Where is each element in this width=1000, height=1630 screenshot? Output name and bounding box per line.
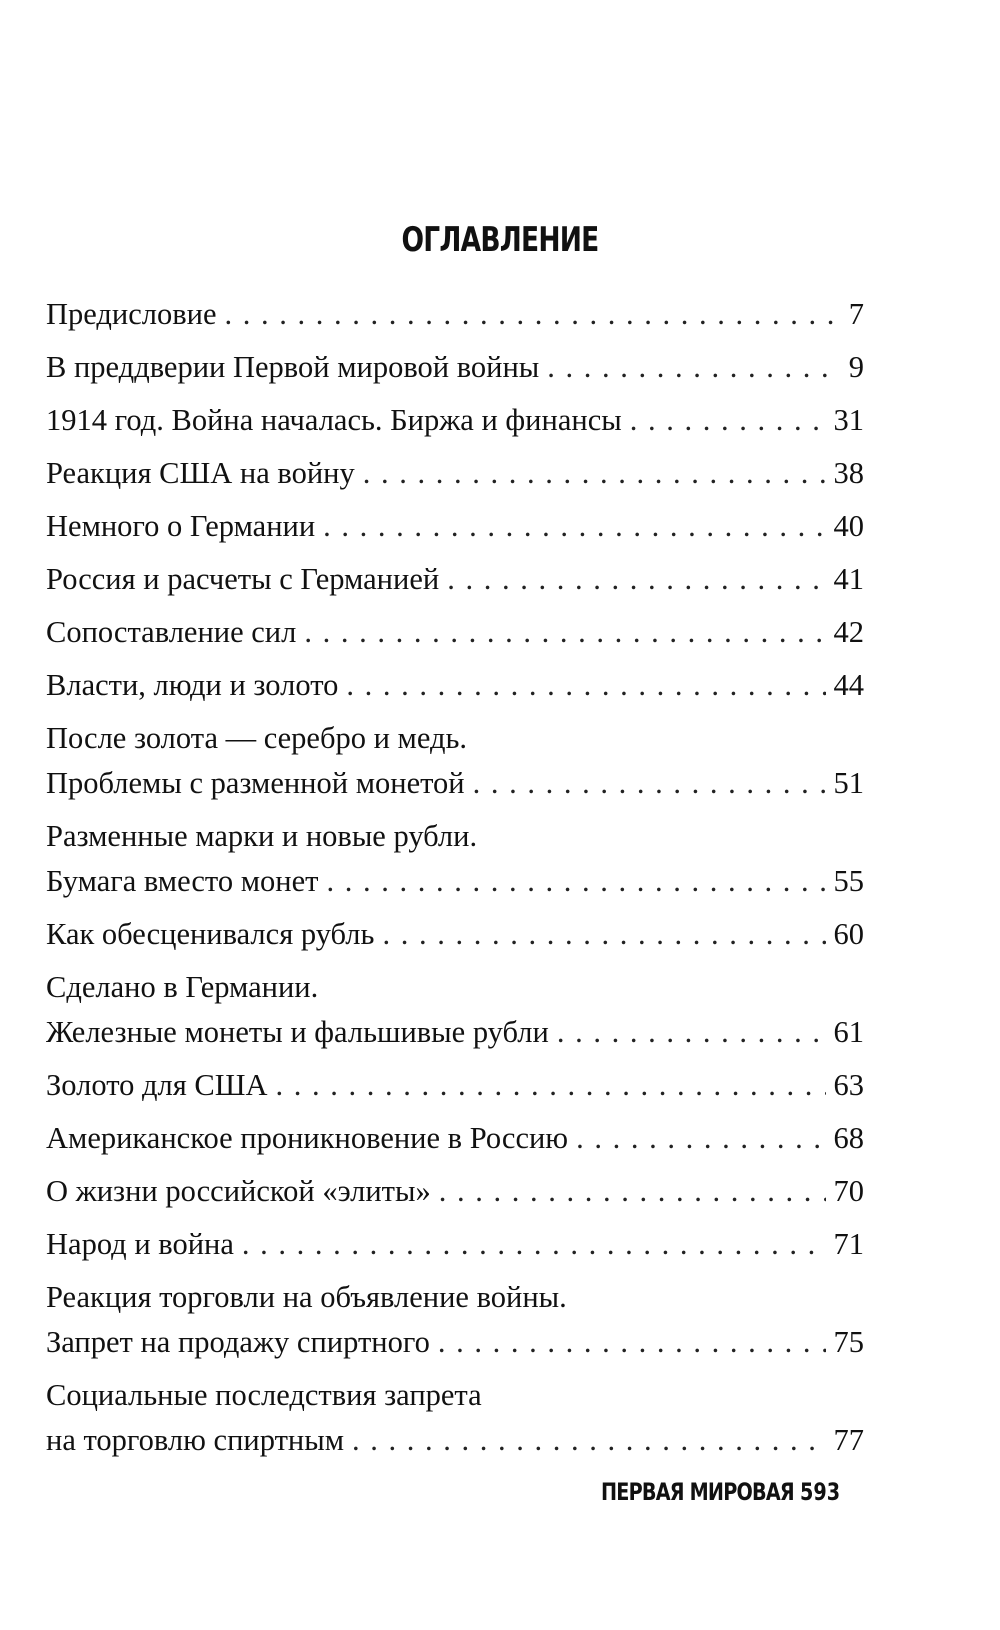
toc-entry-title-line1: После золота — серебро и медь. xyxy=(46,721,468,755)
toc-line xyxy=(46,1418,864,1463)
toc-entry xyxy=(46,451,864,496)
toc-entry-title-line1: Социальные последствия запрета xyxy=(46,1378,482,1412)
toc-entry xyxy=(46,1222,864,1267)
toc-line xyxy=(46,912,864,957)
toc-entry-title: 1914 год. Война началась. Биржа и финансы xyxy=(46,403,622,437)
toc-entry xyxy=(46,504,864,549)
toc-line xyxy=(46,557,864,602)
toc-list xyxy=(46,292,864,1471)
dot-leader xyxy=(382,912,825,957)
toc-entry-title: Американское проникновение в Россию xyxy=(46,1121,569,1155)
toc-entry-page: 60 xyxy=(833,917,864,951)
toc-entry-page: 68 xyxy=(833,1121,864,1155)
dot-leader xyxy=(438,1320,826,1365)
dot-leader xyxy=(630,398,826,443)
toc-entry xyxy=(46,965,864,1055)
footer-book-title: ПЕРВАЯ МИРОВАЯ xyxy=(601,1478,794,1506)
toc-entry-title: Власти, люди и золото xyxy=(46,668,339,702)
toc-entry xyxy=(46,1063,864,1108)
toc-entry-title: О жизни российской «элиты» xyxy=(46,1174,431,1208)
toc-entry xyxy=(46,1169,864,1214)
toc-entry-page: 41 xyxy=(833,562,864,596)
toc-entry xyxy=(46,345,864,390)
toc-line xyxy=(46,610,864,655)
toc-entry-title: Сопоставление сил xyxy=(46,615,297,649)
dot-leader xyxy=(346,663,825,708)
dot-leader xyxy=(304,610,825,655)
toc-entry-title-line1: Разменные марки и новые рубли. xyxy=(46,819,478,853)
toc-entry-title: Народ и война xyxy=(46,1227,234,1261)
toc-entry xyxy=(46,716,864,806)
toc-entry-title: Проблемы с разменной монетой xyxy=(46,766,465,800)
toc-entry xyxy=(46,292,864,337)
dot-leader xyxy=(576,1116,825,1161)
toc-line xyxy=(46,859,864,904)
toc-entry-page: 51 xyxy=(833,766,864,800)
toc-entry xyxy=(46,610,864,655)
toc-entry-title: Запрет на продажу спиртного xyxy=(46,1325,430,1359)
toc-entry-page: 77 xyxy=(833,1423,864,1457)
toc-entry-page: 55 xyxy=(833,864,864,898)
toc-entry xyxy=(46,557,864,602)
dot-leader xyxy=(557,1010,826,1055)
toc-entry xyxy=(46,398,864,443)
footer-page-number: 593 xyxy=(800,1478,841,1506)
toc-line xyxy=(46,292,864,337)
toc-entry-title: Реакция США на войну xyxy=(46,456,355,490)
toc-entry-title: Россия и расчеты с Германией xyxy=(46,562,440,596)
dot-leader xyxy=(326,859,825,904)
toc-entry-title: Немного о Германии xyxy=(46,509,316,543)
toc-line xyxy=(46,1063,864,1108)
toc-line xyxy=(46,1116,864,1161)
toc-line xyxy=(46,504,864,549)
toc-entry-page: 44 xyxy=(833,668,864,702)
dot-leader xyxy=(242,1222,826,1267)
toc-entry-title: Золото для США xyxy=(46,1068,268,1102)
toc-line xyxy=(46,345,864,390)
toc-line xyxy=(46,1222,864,1267)
toc-entry-title: В преддверии Первой мировой войны xyxy=(46,350,540,384)
toc-entry-title: на торговлю спиртным xyxy=(46,1423,345,1457)
toc-line xyxy=(46,451,864,496)
toc-entry-page: 61 xyxy=(833,1015,864,1049)
toc-entry xyxy=(46,1116,864,1161)
dot-leader xyxy=(439,1169,826,1214)
toc-entry xyxy=(46,1275,864,1365)
toc-entry-page: 63 xyxy=(833,1068,864,1102)
toc-entry-title: Предисловие xyxy=(46,297,217,331)
toc-line xyxy=(46,663,864,708)
toc-entry xyxy=(46,814,864,904)
toc-line xyxy=(46,1320,864,1365)
toc-line xyxy=(46,1010,864,1055)
toc-line xyxy=(46,1169,864,1214)
dot-leader xyxy=(547,345,840,390)
toc-line xyxy=(46,398,864,443)
toc-entry-title-line1: Сделано в Германии. xyxy=(46,970,319,1004)
dot-leader xyxy=(276,1063,826,1108)
toc-entry-page: 31 xyxy=(833,403,864,437)
dot-leader xyxy=(352,1418,825,1463)
toc-entry-page: 40 xyxy=(833,509,864,543)
dot-leader xyxy=(447,557,825,602)
dot-leader xyxy=(323,504,825,549)
toc-entry-title: Железные монеты и фальшивые рубли xyxy=(46,1015,549,1049)
toc-entry-page: 38 xyxy=(833,456,864,490)
toc-heading: ОГЛАВЛЕНИЕ xyxy=(401,220,599,260)
toc-line xyxy=(46,761,864,806)
toc-entry-page: 75 xyxy=(833,1325,864,1359)
dot-leader xyxy=(473,761,826,806)
toc-entry-title: Как обесценивался рубль xyxy=(46,917,375,951)
toc-entry-page: 70 xyxy=(833,1174,864,1208)
toc-entry xyxy=(46,912,864,957)
dot-leader xyxy=(363,451,826,496)
toc-entry xyxy=(46,663,864,708)
toc-entry-page: 9 xyxy=(848,350,864,384)
toc-entry xyxy=(46,1373,864,1463)
toc-entry-title: Бумага вместо монет xyxy=(46,864,319,898)
toc-entry-page: 42 xyxy=(833,615,864,649)
toc-entry-page: 71 xyxy=(833,1227,864,1261)
toc-entry-page: 7 xyxy=(848,297,864,331)
toc-entry-title-line1: Реакция торговли на объявление войны. xyxy=(46,1280,567,1314)
dot-leader xyxy=(225,292,841,337)
